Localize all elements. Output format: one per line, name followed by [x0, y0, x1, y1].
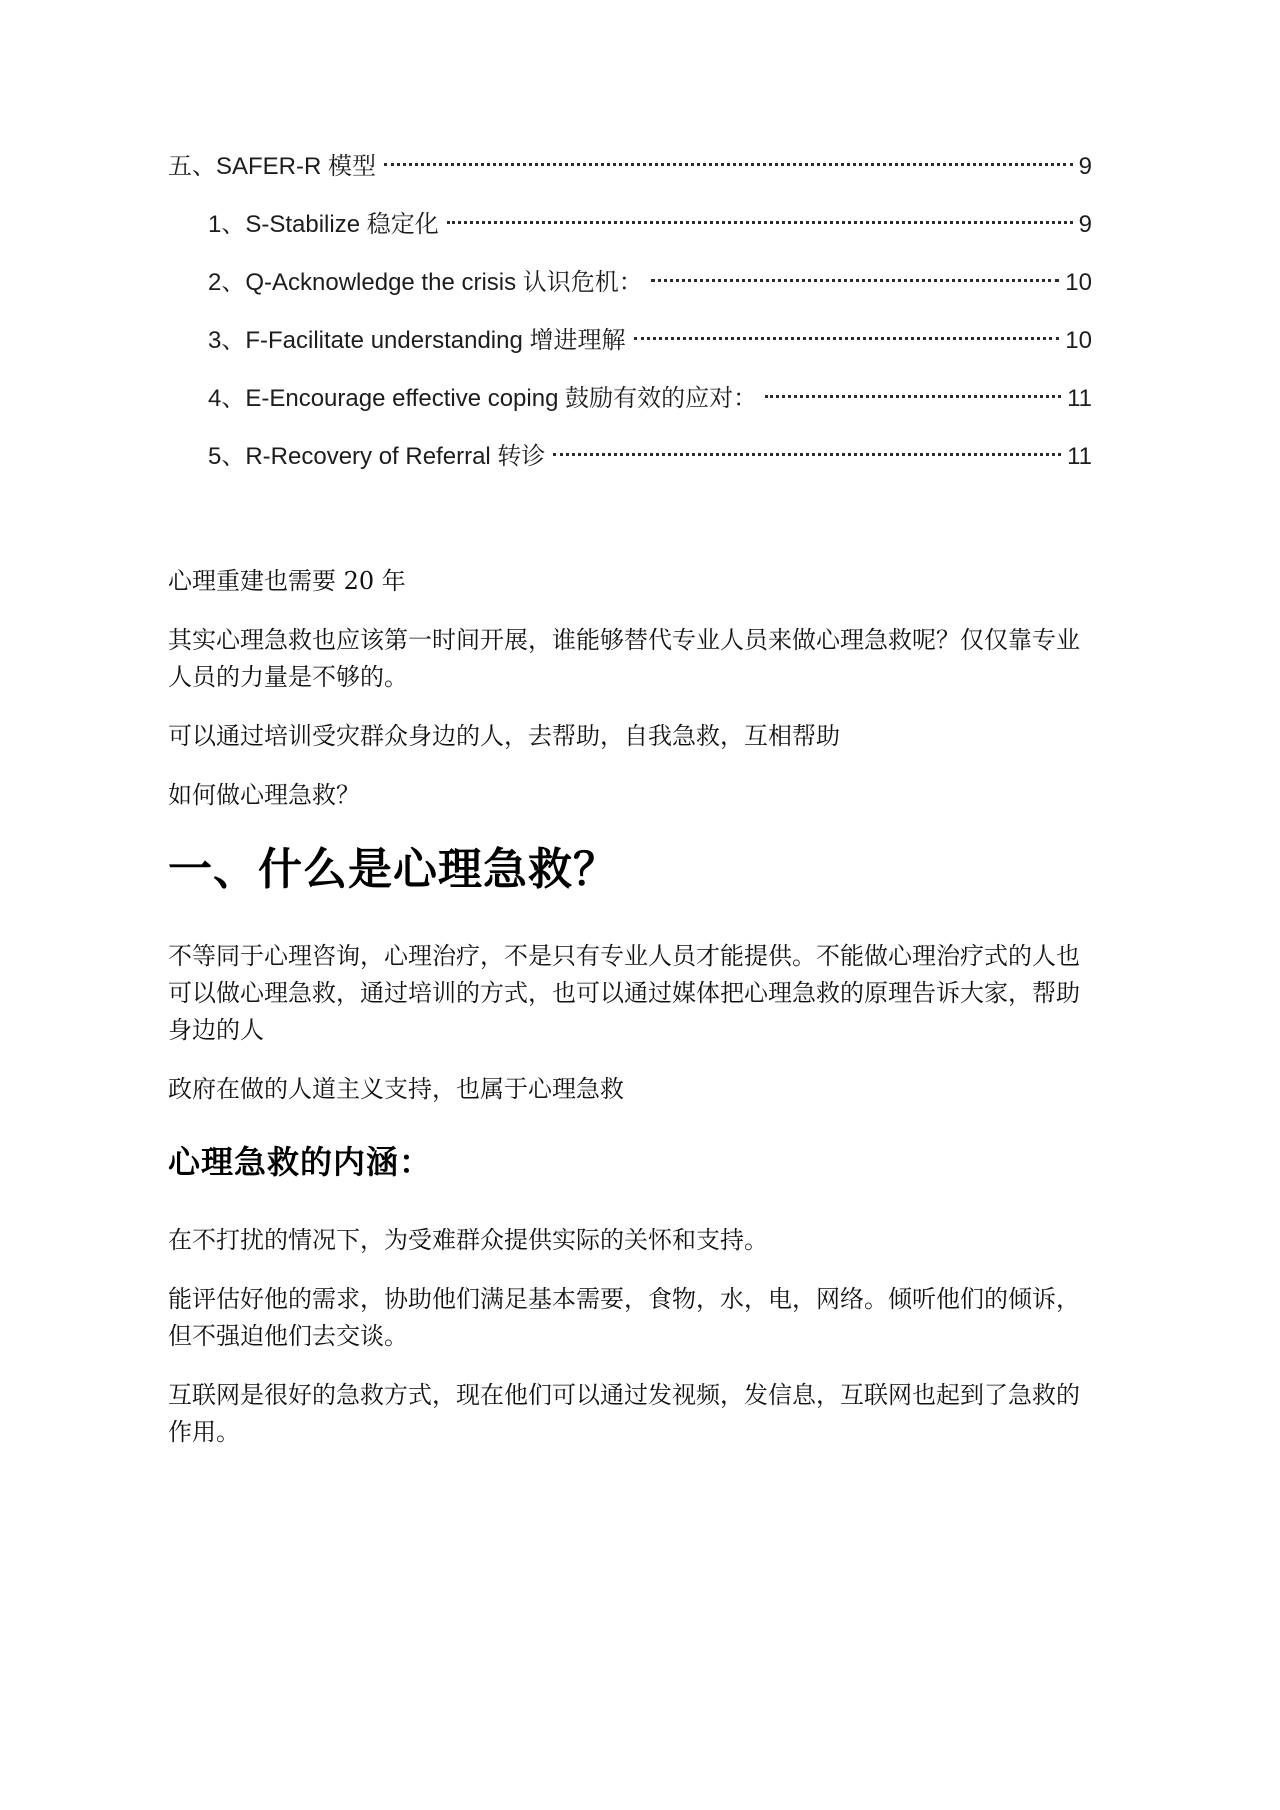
- dot-leader: [765, 395, 1061, 398]
- toc-page-number: 11: [1067, 443, 1092, 470]
- sub-heading: 心理急救的内涵：: [168, 1143, 433, 1181]
- toc-entry-safer-r-model[interactable]: [168, 150, 1092, 183]
- dot-leader: [447, 221, 1073, 224]
- toc-page-number: 9: [1078, 211, 1092, 238]
- dot-leader: [651, 279, 1060, 282]
- paragraph: 心理重建也需要 20 年: [168, 567, 406, 595]
- toc-entry-s-stabilize[interactable]: [168, 208, 1092, 241]
- toc-entry-q-acknowledge[interactable]: [168, 266, 1092, 299]
- toc-entry-r-recovery[interactable]: [168, 440, 1092, 473]
- toc-entry-f-facilitate[interactable]: [168, 324, 1092, 357]
- toc-page-number: 10: [1065, 269, 1092, 296]
- dot-leader: [384, 163, 1073, 166]
- toc-page-number: 9: [1078, 153, 1092, 180]
- table-of-contents: [168, 150, 1092, 473]
- dot-leader: [553, 453, 1061, 456]
- section-heading: 一、什么是心理急救？: [168, 844, 618, 895]
- toc-page-number: 10: [1065, 327, 1092, 354]
- paragraph: 其实心理急救也应该第一时间开展，谁能够替代专业人员来做心理急救呢？仅仅靠专业人员的力量是不够的。: [168, 626, 1080, 691]
- document-body: [168, 563, 1092, 1451]
- toc-entry-label: 5、R-Recovery of Referral 转诊: [208, 443, 546, 470]
- paragraph: 不等同于心理咨询，心理治疗，不是只有专业人员才能提供。不能做心理治疗式的人也可以做心理急救，通过培训的方式，也可以通过媒体把心理急救的原理告诉大家，帮助身边的人: [168, 942, 1080, 1044]
- toc-entry-label: 3、F-Facilitate understanding 增进理解: [208, 327, 626, 354]
- dot-leader: [634, 337, 1060, 340]
- paragraph: 互联网是很好的急救方式，现在他们可以通过发视频，发信息，互联网也起到了急救的作用。: [168, 1381, 1080, 1446]
- paragraph: 能评估好他的需求，协助他们满足基本需要，食物，水，电，网络。倾听他们的倾诉，但不强迫他们去交谈。: [168, 1285, 1080, 1350]
- toc-entry-label: 1、S-Stabilize 稳定化: [208, 211, 439, 238]
- toc-entry-label: 4、E-Encourage effective coping 鼓励有效的应对：: [208, 385, 758, 412]
- toc-page-number: 11: [1067, 385, 1092, 412]
- paragraph: 在不打扰的情况下，为受难群众提供实际的关怀和支持。: [168, 1226, 768, 1254]
- paragraph: 如何做心理急救？: [168, 781, 360, 809]
- toc-entry-label: 五、SAFER-R 模型: [168, 153, 377, 180]
- paragraph: 政府在做的人道主义支持，也属于心理急救: [168, 1075, 624, 1103]
- toc-entry-e-encourage[interactable]: [168, 382, 1092, 415]
- paragraph: 可以通过培训受灾群众身边的人，去帮助，自我急救，互相帮助: [168, 722, 840, 750]
- toc-entry-label: 2、Q-Acknowledge the crisis 认识危机：: [208, 269, 643, 296]
